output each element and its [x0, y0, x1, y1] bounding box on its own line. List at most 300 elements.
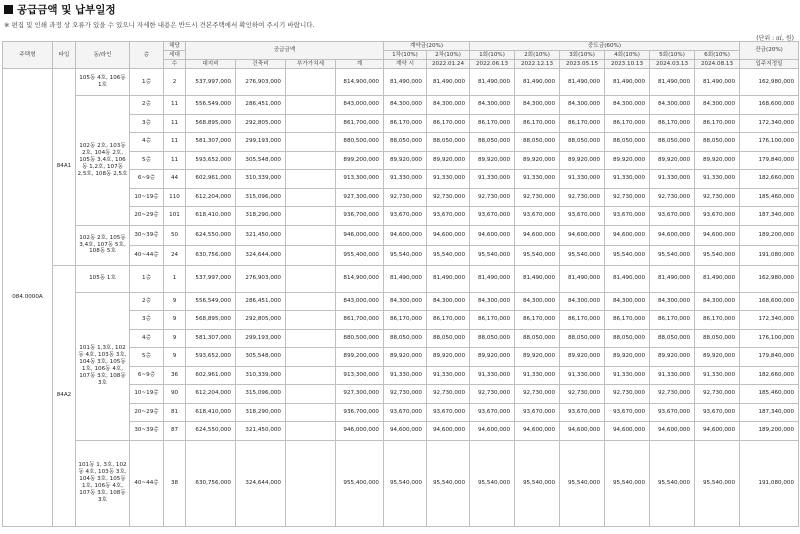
building-price-cell: 286,451,000 [236, 96, 286, 115]
middle-1-cell: 91,330,000 [470, 366, 515, 385]
middle-4-cell: 91,330,000 [605, 170, 650, 189]
total-price-cell: 899,200,000 [336, 348, 384, 367]
middle-4-cell: 94,600,000 [605, 422, 650, 441]
deposit-2-cell: 91,330,000 [427, 366, 470, 385]
middle-2-cell: 95,540,000 [515, 440, 560, 526]
table-header [3, 42, 799, 69]
deposit-2-cell: 86,170,000 [427, 311, 470, 330]
header-vat: 부가가치세 [286, 60, 336, 69]
total-price-cell: 814,900,000 [336, 265, 384, 292]
floor-cell: 2층 [130, 292, 164, 311]
middle-5-cell: 89,920,000 [650, 151, 695, 170]
middle-1-cell: 84,300,000 [470, 292, 515, 311]
balance-cell: 176,100,000 [740, 329, 799, 348]
land-price-cell: 581,307,000 [186, 329, 236, 348]
middle-3-cell: 95,540,000 [560, 440, 605, 526]
middle-1-cell: 94,600,000 [470, 422, 515, 441]
households-cell: 44 [164, 170, 186, 189]
households-cell: 87 [164, 422, 186, 441]
middle-5-cell: 88,050,000 [650, 329, 695, 348]
vat-cell [286, 133, 336, 152]
header-middle-6-date: 2024.08.13 [695, 60, 740, 69]
middle-6-cell: 86,170,000 [695, 311, 740, 330]
middle-5-cell: 92,730,000 [650, 385, 695, 404]
middle-3-cell: 81,490,000 [560, 265, 605, 292]
header-middle-3: 3회(10%) [560, 51, 605, 60]
middle-4-cell: 84,300,000 [605, 96, 650, 115]
middle-6-cell: 81,490,000 [695, 69, 740, 96]
deposit-1-cell: 94,600,000 [384, 422, 427, 441]
middle-3-cell: 93,670,000 [560, 207, 605, 226]
building-price-cell: 324,644,000 [236, 440, 286, 526]
vat-cell [286, 440, 336, 526]
middle-5-cell: 95,540,000 [650, 245, 695, 265]
land-price-cell: 602,961,000 [186, 170, 236, 189]
balance-cell: 176,100,000 [740, 133, 799, 152]
deposit-1-cell: 88,050,000 [384, 329, 427, 348]
header-type: 타입 [53, 42, 76, 69]
households-cell: 110 [164, 188, 186, 207]
households-cell: 1 [164, 265, 186, 292]
middle-4-cell: 93,670,000 [605, 403, 650, 422]
header-deposit: 계약금(20%) [384, 42, 470, 51]
balance-cell: 172,340,000 [740, 114, 799, 133]
land-price-cell: 537,997,000 [186, 69, 236, 96]
header-middle-2-date: 2022.12.13 [515, 60, 560, 69]
balance-cell: 168,600,000 [740, 292, 799, 311]
deposit-1-cell: 89,920,000 [384, 348, 427, 367]
building-price-cell: 321,450,000 [236, 225, 286, 245]
total-price-cell: 955,400,000 [336, 245, 384, 265]
middle-6-cell: 94,600,000 [695, 225, 740, 245]
middle-4-cell: 88,050,000 [605, 329, 650, 348]
households-cell: 11 [164, 96, 186, 115]
building-price-cell: 318,290,000 [236, 207, 286, 226]
header-deposit-2-date: 2022.01.24 [427, 60, 470, 69]
middle-4-cell: 88,050,000 [605, 133, 650, 152]
header-households-2: 세대 [164, 51, 186, 60]
households-cell: 9 [164, 329, 186, 348]
floor-cell: 5층 [130, 348, 164, 367]
balance-cell: 179,840,000 [740, 151, 799, 170]
middle-6-cell: 89,920,000 [695, 151, 740, 170]
middle-4-cell: 95,540,000 [605, 245, 650, 265]
balance-cell: 168,600,000 [740, 96, 799, 115]
households-cell: 36 [164, 366, 186, 385]
deposit-2-cell: 86,170,000 [427, 114, 470, 133]
land-price-cell: 618,410,000 [186, 403, 236, 422]
deposit-1-cell: 93,670,000 [384, 207, 427, 226]
total-price-cell: 927,300,000 [336, 188, 384, 207]
vat-cell [286, 245, 336, 265]
deposit-2-cell: 92,730,000 [427, 188, 470, 207]
middle-4-cell: 89,920,000 [605, 348, 650, 367]
vat-cell [286, 366, 336, 385]
middle-1-cell: 92,730,000 [470, 188, 515, 207]
total-price-cell: 861,700,000 [336, 311, 384, 330]
deposit-1-cell: 91,330,000 [384, 366, 427, 385]
deposit-2-cell: 95,540,000 [427, 245, 470, 265]
middle-3-cell: 94,600,000 [560, 422, 605, 441]
total-price-cell: 936,700,000 [336, 207, 384, 226]
middle-5-cell: 94,600,000 [650, 225, 695, 245]
floor-cell: 5층 [130, 151, 164, 170]
header-middle-3-date: 2023.05.15 [560, 60, 605, 69]
land-price-cell: 556,549,000 [186, 292, 236, 311]
deposit-2-cell: 88,050,000 [427, 329, 470, 348]
deposit-1-cell: 91,330,000 [384, 170, 427, 189]
vat-cell [286, 96, 336, 115]
header-households-1: 해당 [164, 42, 186, 51]
header-total: 계 [336, 60, 384, 69]
balance-cell: 189,200,000 [740, 225, 799, 245]
vat-cell [286, 385, 336, 404]
table-row [3, 225, 799, 245]
floor-cell: 6~9층 [130, 366, 164, 385]
house-type-cell: 084.0000A [3, 69, 53, 527]
header-middle-1: 1회(10%) [470, 51, 515, 60]
total-price-cell: 899,200,000 [336, 151, 384, 170]
building-price-cell: 321,450,000 [236, 422, 286, 441]
floor-cell: 20~29층 [130, 207, 164, 226]
middle-3-cell: 92,730,000 [560, 188, 605, 207]
header-middle-2: 2회(10%) [515, 51, 560, 60]
building-price-cell: 286,451,000 [236, 292, 286, 311]
balance-cell: 179,840,000 [740, 348, 799, 367]
middle-2-cell: 94,600,000 [515, 422, 560, 441]
deposit-2-cell: 81,490,000 [427, 69, 470, 96]
total-price-cell: 946,000,000 [336, 225, 384, 245]
floor-cell: 3층 [130, 311, 164, 330]
deposit-2-cell: 92,730,000 [427, 385, 470, 404]
middle-1-cell: 81,490,000 [470, 69, 515, 96]
floor-cell: 3층 [130, 114, 164, 133]
land-price-cell: 630,756,000 [186, 440, 236, 526]
deposit-2-cell: 84,300,000 [427, 96, 470, 115]
header-middle-4: 4회(10%) [605, 51, 650, 60]
building-price-cell: 299,193,000 [236, 133, 286, 152]
header-deposit-1: 1차(10%) [384, 51, 427, 60]
middle-3-cell: 84,300,000 [560, 96, 605, 115]
building-price-cell: 305,548,000 [236, 151, 286, 170]
unit-label: (단위 : ㎡, 원) [756, 35, 794, 42]
vat-cell [286, 348, 336, 367]
header-balance: 잔금(20%) [740, 42, 799, 60]
middle-1-cell: 93,670,000 [470, 207, 515, 226]
middle-1-cell: 89,920,000 [470, 151, 515, 170]
balance-cell: 189,200,000 [740, 422, 799, 441]
table-row [3, 96, 799, 115]
deposit-1-cell: 81,490,000 [384, 69, 427, 96]
floor-cell: 20~29층 [130, 403, 164, 422]
middle-4-cell: 86,170,000 [605, 114, 650, 133]
middle-4-cell: 92,730,000 [605, 188, 650, 207]
middle-3-cell: 91,330,000 [560, 170, 605, 189]
vat-cell [286, 403, 336, 422]
balance-cell: 182,660,000 [740, 366, 799, 385]
middle-5-cell: 86,170,000 [650, 114, 695, 133]
households-cell: 2 [164, 69, 186, 96]
middle-5-cell: 91,330,000 [650, 170, 695, 189]
floor-cell: 6~9층 [130, 170, 164, 189]
total-price-cell: 843,000,000 [336, 96, 384, 115]
land-price-cell: 618,410,000 [186, 207, 236, 226]
price-schedule-table [2, 41, 799, 527]
balance-cell: 162,980,000 [740, 69, 799, 96]
deposit-1-cell: 95,540,000 [384, 440, 427, 526]
land-price-cell: 556,549,000 [186, 96, 236, 115]
middle-3-cell: 86,170,000 [560, 114, 605, 133]
land-price-cell: 593,652,000 [186, 348, 236, 367]
middle-3-cell: 88,050,000 [560, 329, 605, 348]
middle-6-cell: 92,730,000 [695, 188, 740, 207]
middle-1-cell: 95,540,000 [470, 440, 515, 526]
building-price-cell: 292,805,000 [236, 311, 286, 330]
middle-2-cell: 88,050,000 [515, 133, 560, 152]
middle-2-cell: 88,050,000 [515, 329, 560, 348]
middle-6-cell: 84,300,000 [695, 96, 740, 115]
page-title-text: 공급금액 및 납부일정 [17, 4, 116, 16]
floor-cell: 40~44층 [130, 440, 164, 526]
land-price-cell: 612,204,000 [186, 385, 236, 404]
balance-cell: 187,340,000 [740, 403, 799, 422]
vat-cell [286, 207, 336, 226]
middle-6-cell: 93,670,000 [695, 403, 740, 422]
middle-6-cell: 95,540,000 [695, 440, 740, 526]
balance-cell: 191,080,000 [740, 440, 799, 526]
middle-2-cell: 84,300,000 [515, 96, 560, 115]
deposit-1-cell: 81,490,000 [384, 265, 427, 292]
total-price-cell: 946,000,000 [336, 422, 384, 441]
deposit-1-cell: 84,300,000 [384, 292, 427, 311]
total-price-cell: 913,300,000 [336, 366, 384, 385]
type-cell: 84A2 [53, 265, 76, 526]
floor-cell: 10~19층 [130, 188, 164, 207]
header-dong-line: 동/라인 [76, 42, 130, 69]
table-row [3, 69, 799, 96]
middle-2-cell: 93,670,000 [515, 207, 560, 226]
type-cell: 84A1 [53, 69, 76, 266]
balance-cell: 191,080,000 [740, 245, 799, 265]
deposit-2-cell: 94,600,000 [427, 422, 470, 441]
deposit-1-cell: 86,170,000 [384, 114, 427, 133]
middle-3-cell: 94,600,000 [560, 225, 605, 245]
middle-4-cell: 89,920,000 [605, 151, 650, 170]
deposit-2-cell: 89,920,000 [427, 151, 470, 170]
households-cell: 50 [164, 225, 186, 245]
middle-1-cell: 89,920,000 [470, 348, 515, 367]
header-supply-price: 공급금액 [186, 42, 384, 60]
households-cell: 38 [164, 440, 186, 526]
deposit-2-cell: 84,300,000 [427, 292, 470, 311]
land-price-cell: 568,895,000 [186, 311, 236, 330]
middle-4-cell: 94,600,000 [605, 225, 650, 245]
middle-5-cell: 93,670,000 [650, 207, 695, 226]
header-house-type: 주택형 [3, 42, 53, 69]
middle-4-cell: 81,490,000 [605, 69, 650, 96]
vat-cell [286, 114, 336, 133]
header-deposit-1-date: 계약 시 [384, 60, 427, 69]
header-middle-1-date: 2022.06.13 [470, 60, 515, 69]
middle-3-cell: 93,670,000 [560, 403, 605, 422]
middle-2-cell: 94,600,000 [515, 225, 560, 245]
building-price-cell: 305,548,000 [236, 348, 286, 367]
middle-3-cell: 92,730,000 [560, 385, 605, 404]
balance-cell: 162,980,000 [740, 265, 799, 292]
floor-cell: 40~44층 [130, 245, 164, 265]
middle-2-cell: 92,730,000 [515, 188, 560, 207]
middle-6-cell: 95,540,000 [695, 245, 740, 265]
deposit-2-cell: 91,330,000 [427, 170, 470, 189]
deposit-1-cell: 84,300,000 [384, 96, 427, 115]
land-price-cell: 624,550,000 [186, 225, 236, 245]
land-price-cell: 602,961,000 [186, 366, 236, 385]
total-price-cell: 843,000,000 [336, 292, 384, 311]
header-land: 대지비 [186, 60, 236, 69]
middle-1-cell: 86,170,000 [470, 114, 515, 133]
building-price-cell: 276,903,000 [236, 69, 286, 96]
table-row [3, 265, 799, 292]
middle-3-cell: 81,490,000 [560, 69, 605, 96]
deposit-2-cell: 93,670,000 [427, 207, 470, 226]
middle-2-cell: 89,920,000 [515, 348, 560, 367]
dong-line-cell: 102동 2호, 103동 2호, 104동 2호, 105동 3,4호, 106동 1,2호, 107동 2,5호, 108동 2,5호 [76, 96, 130, 226]
building-price-cell: 318,290,000 [236, 403, 286, 422]
middle-5-cell: 95,540,000 [650, 440, 695, 526]
notice-text: ※ 편집 및 인쇄 과정 상 오류가 있을 수 있으니 자세한 내용은 반드시 견본주택에서 확인하여 주시기 바랍니다. [4, 21, 315, 29]
middle-1-cell: 91,330,000 [470, 170, 515, 189]
deposit-1-cell: 86,170,000 [384, 311, 427, 330]
middle-5-cell: 84,300,000 [650, 292, 695, 311]
middle-3-cell: 95,540,000 [560, 245, 605, 265]
households-cell: 9 [164, 311, 186, 330]
deposit-2-cell: 94,600,000 [427, 225, 470, 245]
middle-1-cell: 93,670,000 [470, 403, 515, 422]
deposit-1-cell: 93,670,000 [384, 403, 427, 422]
middle-3-cell: 91,330,000 [560, 366, 605, 385]
deposit-2-cell: 93,670,000 [427, 403, 470, 422]
middle-1-cell: 81,490,000 [470, 265, 515, 292]
header-floor: 층 [130, 42, 164, 69]
land-price-cell: 630,756,000 [186, 245, 236, 265]
middle-5-cell: 81,490,000 [650, 265, 695, 292]
middle-6-cell: 81,490,000 [695, 265, 740, 292]
middle-1-cell: 86,170,000 [470, 311, 515, 330]
middle-1-cell: 88,050,000 [470, 329, 515, 348]
land-price-cell: 593,652,000 [186, 151, 236, 170]
middle-6-cell: 89,920,000 [695, 348, 740, 367]
middle-5-cell: 88,050,000 [650, 133, 695, 152]
building-price-cell: 292,805,000 [236, 114, 286, 133]
header-middle-4-date: 2023.10.13 [605, 60, 650, 69]
vat-cell [286, 292, 336, 311]
dong-line-cell: 105동 1호 [76, 265, 130, 292]
middle-6-cell: 88,050,000 [695, 329, 740, 348]
deposit-2-cell: 95,540,000 [427, 440, 470, 526]
floor-cell: 2층 [130, 96, 164, 115]
floor-cell: 4층 [130, 133, 164, 152]
deposit-1-cell: 92,730,000 [384, 385, 427, 404]
total-price-cell: 936,700,000 [336, 403, 384, 422]
deposit-2-cell: 88,050,000 [427, 133, 470, 152]
middle-3-cell: 89,920,000 [560, 151, 605, 170]
total-price-cell: 861,700,000 [336, 114, 384, 133]
middle-1-cell: 88,050,000 [470, 133, 515, 152]
middle-1-cell: 84,300,000 [470, 96, 515, 115]
floor-cell: 10~19층 [130, 385, 164, 404]
middle-2-cell: 89,920,000 [515, 151, 560, 170]
middle-5-cell: 94,600,000 [650, 422, 695, 441]
dong-line-cell: 105동 4호, 106동 1호 [76, 69, 130, 96]
vat-cell [286, 225, 336, 245]
middle-1-cell: 94,600,000 [470, 225, 515, 245]
header-households-3: 수 [164, 60, 186, 69]
households-cell: 101 [164, 207, 186, 226]
vat-cell [286, 265, 336, 292]
header-middle-payment: 중도금(60%) [470, 42, 740, 51]
middle-6-cell: 93,670,000 [695, 207, 740, 226]
total-price-cell: 913,300,000 [336, 170, 384, 189]
header-building: 건축비 [236, 60, 286, 69]
floor-cell: 1층 [130, 69, 164, 96]
middle-4-cell: 92,730,000 [605, 385, 650, 404]
households-cell: 24 [164, 245, 186, 265]
middle-4-cell: 93,670,000 [605, 207, 650, 226]
vat-cell [286, 422, 336, 441]
middle-4-cell: 91,330,000 [605, 366, 650, 385]
balance-cell: 182,660,000 [740, 170, 799, 189]
land-price-cell: 624,550,000 [186, 422, 236, 441]
middle-2-cell: 84,300,000 [515, 292, 560, 311]
middle-4-cell: 86,170,000 [605, 311, 650, 330]
middle-2-cell: 93,670,000 [515, 403, 560, 422]
middle-1-cell: 92,730,000 [470, 385, 515, 404]
middle-6-cell: 91,330,000 [695, 170, 740, 189]
deposit-1-cell: 88,050,000 [384, 133, 427, 152]
middle-5-cell: 81,490,000 [650, 69, 695, 96]
households-cell: 9 [164, 292, 186, 311]
middle-3-cell: 86,170,000 [560, 311, 605, 330]
table-row [3, 292, 799, 311]
building-price-cell: 310,339,000 [236, 170, 286, 189]
vat-cell [286, 311, 336, 330]
middle-4-cell: 95,540,000 [605, 440, 650, 526]
middle-3-cell: 84,300,000 [560, 292, 605, 311]
middle-5-cell: 92,730,000 [650, 188, 695, 207]
header-middle-6: 6회(10%) [695, 51, 740, 60]
vat-cell [286, 151, 336, 170]
middle-2-cell: 86,170,000 [515, 114, 560, 133]
middle-5-cell: 86,170,000 [650, 311, 695, 330]
middle-6-cell: 92,730,000 [695, 385, 740, 404]
deposit-1-cell: 94,600,000 [384, 225, 427, 245]
middle-5-cell: 84,300,000 [650, 96, 695, 115]
floor-cell: 4층 [130, 329, 164, 348]
total-price-cell: 955,400,000 [336, 440, 384, 526]
land-price-cell: 537,997,000 [186, 265, 236, 292]
middle-2-cell: 91,330,000 [515, 170, 560, 189]
middle-2-cell: 92,730,000 [515, 385, 560, 404]
middle-2-cell: 81,490,000 [515, 265, 560, 292]
building-price-cell: 299,193,000 [236, 329, 286, 348]
middle-2-cell: 95,540,000 [515, 245, 560, 265]
dong-line-cell: 101동 1, 3호, 102동 4호, 103동 3호, 104동 3호, 105동 1호, 106동 4호, 107동 3호, 108동 3호 [76, 440, 130, 526]
deposit-1-cell: 92,730,000 [384, 188, 427, 207]
total-price-cell: 880,500,000 [336, 133, 384, 152]
total-price-cell: 927,300,000 [336, 385, 384, 404]
building-price-cell: 315,096,000 [236, 188, 286, 207]
middle-6-cell: 86,170,000 [695, 114, 740, 133]
